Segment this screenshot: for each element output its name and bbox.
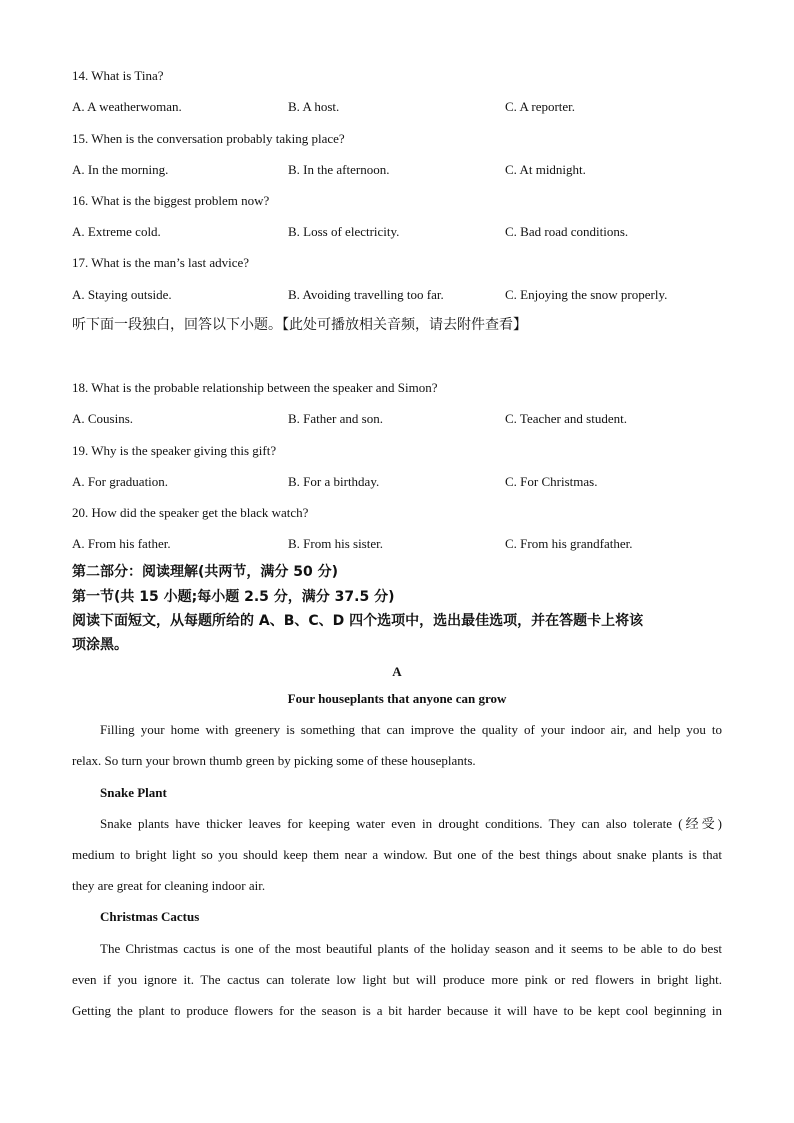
option-b: B. A host. (288, 99, 340, 114)
passage-label: A (392, 664, 402, 679)
question-text: 14. What is Tina? (72, 68, 164, 83)
option-b: B. In the afternoon. (288, 162, 390, 177)
option-a: A. Staying outside. (72, 287, 172, 302)
cactus-line-2: even if you ignore it. The cactus can tolerate low light but will produce more pink or red flowers in bright light. (72, 972, 722, 987)
option-a: A. For graduation. (72, 474, 169, 489)
instruction-line-2: 项涂黑。 (72, 637, 128, 653)
intro-line-1: Filling your home with greenery is something that can improve the quality of your indoor air, and help you to (100, 722, 722, 737)
option-c: C. At midnight. (505, 162, 586, 177)
option-c: C. Enjoying the snow properly. (505, 287, 668, 302)
option-a: A. From his father. (72, 536, 171, 551)
option-c: C. From his grandfather. (505, 536, 633, 551)
cactus-line-1: The Christmas cactus is one of the most beautiful plants of the holiday season and it seems to be able to do best (100, 941, 722, 956)
option-a: A. In the morning. (72, 162, 169, 177)
option-b: B. Loss of electricity. (288, 224, 400, 239)
cactus-line-3: Getting the plant to produce flowers for the season is a bit harder because it will have to be kept cool beginning in (72, 1003, 722, 1018)
option-c: C. For Christmas. (505, 474, 598, 489)
option-b: B. Avoiding travelling too far. (288, 287, 444, 302)
option-a: A. Extreme cold. (72, 224, 161, 239)
question-text: 19. Why is the speaker giving this gift? (72, 443, 277, 458)
snake-line-2: medium to bright light so you should keep them near a window. But one of the best things about snake plants is that (72, 847, 722, 862)
question-text: 15. When is the conversation probably taking place? (72, 131, 345, 146)
option-c: C. Bad road conditions. (505, 224, 629, 239)
option-a: A. Cousins. (72, 411, 134, 426)
snake-line-1: Snake plants have thicker leaves for keeping water even in drought conditions. They can also tolerate (经受) (100, 816, 722, 831)
option-b: B. Father and son. (288, 411, 383, 426)
option-c: C. Teacher and student. (505, 411, 627, 426)
option-a: A. A weatherwoman. (72, 99, 182, 114)
question-text: 17. What is the man’s last advice? (72, 255, 250, 270)
passage-title: Four houseplants that anyone can grow (287, 691, 507, 706)
heading-snake-plant: Snake Plant (100, 785, 167, 800)
option-c: C. A reporter. (505, 99, 576, 114)
intro-line-2: relax. So turn your brown thumb green by picking some of these houseplants. (72, 753, 476, 768)
section1-title: 第一节(共 15 小题;每小题 2.5 分，满分 37.5 分) (72, 589, 395, 605)
question-text: 16. What is the biggest problem now? (72, 193, 270, 208)
heading-christmas-cactus: Christmas Cactus (100, 909, 200, 924)
instruction-line-1: 阅读下面短文，从每题所给的 A、B、C、D 四个选项中，选出最佳选项，并在答题卡上将该 (72, 613, 644, 629)
snake-line-3: they are great for cleaning indoor air. (72, 878, 266, 893)
question-text: 20. How did the speaker get the black watch? (72, 505, 309, 520)
question-text: 18. What is the probable relationship between the speaker and Simon? (72, 380, 438, 395)
monologue-instruction: 听下面一段独白，回答以下小题。【此处可播放相关音频，请去附件查看】 (72, 317, 527, 333)
option-b: B. From his sister. (288, 536, 383, 551)
part2-title: 第二部分：阅读理解(共两节，满分 50 分) (72, 564, 339, 580)
option-b: B. For a birthday. (288, 474, 380, 489)
